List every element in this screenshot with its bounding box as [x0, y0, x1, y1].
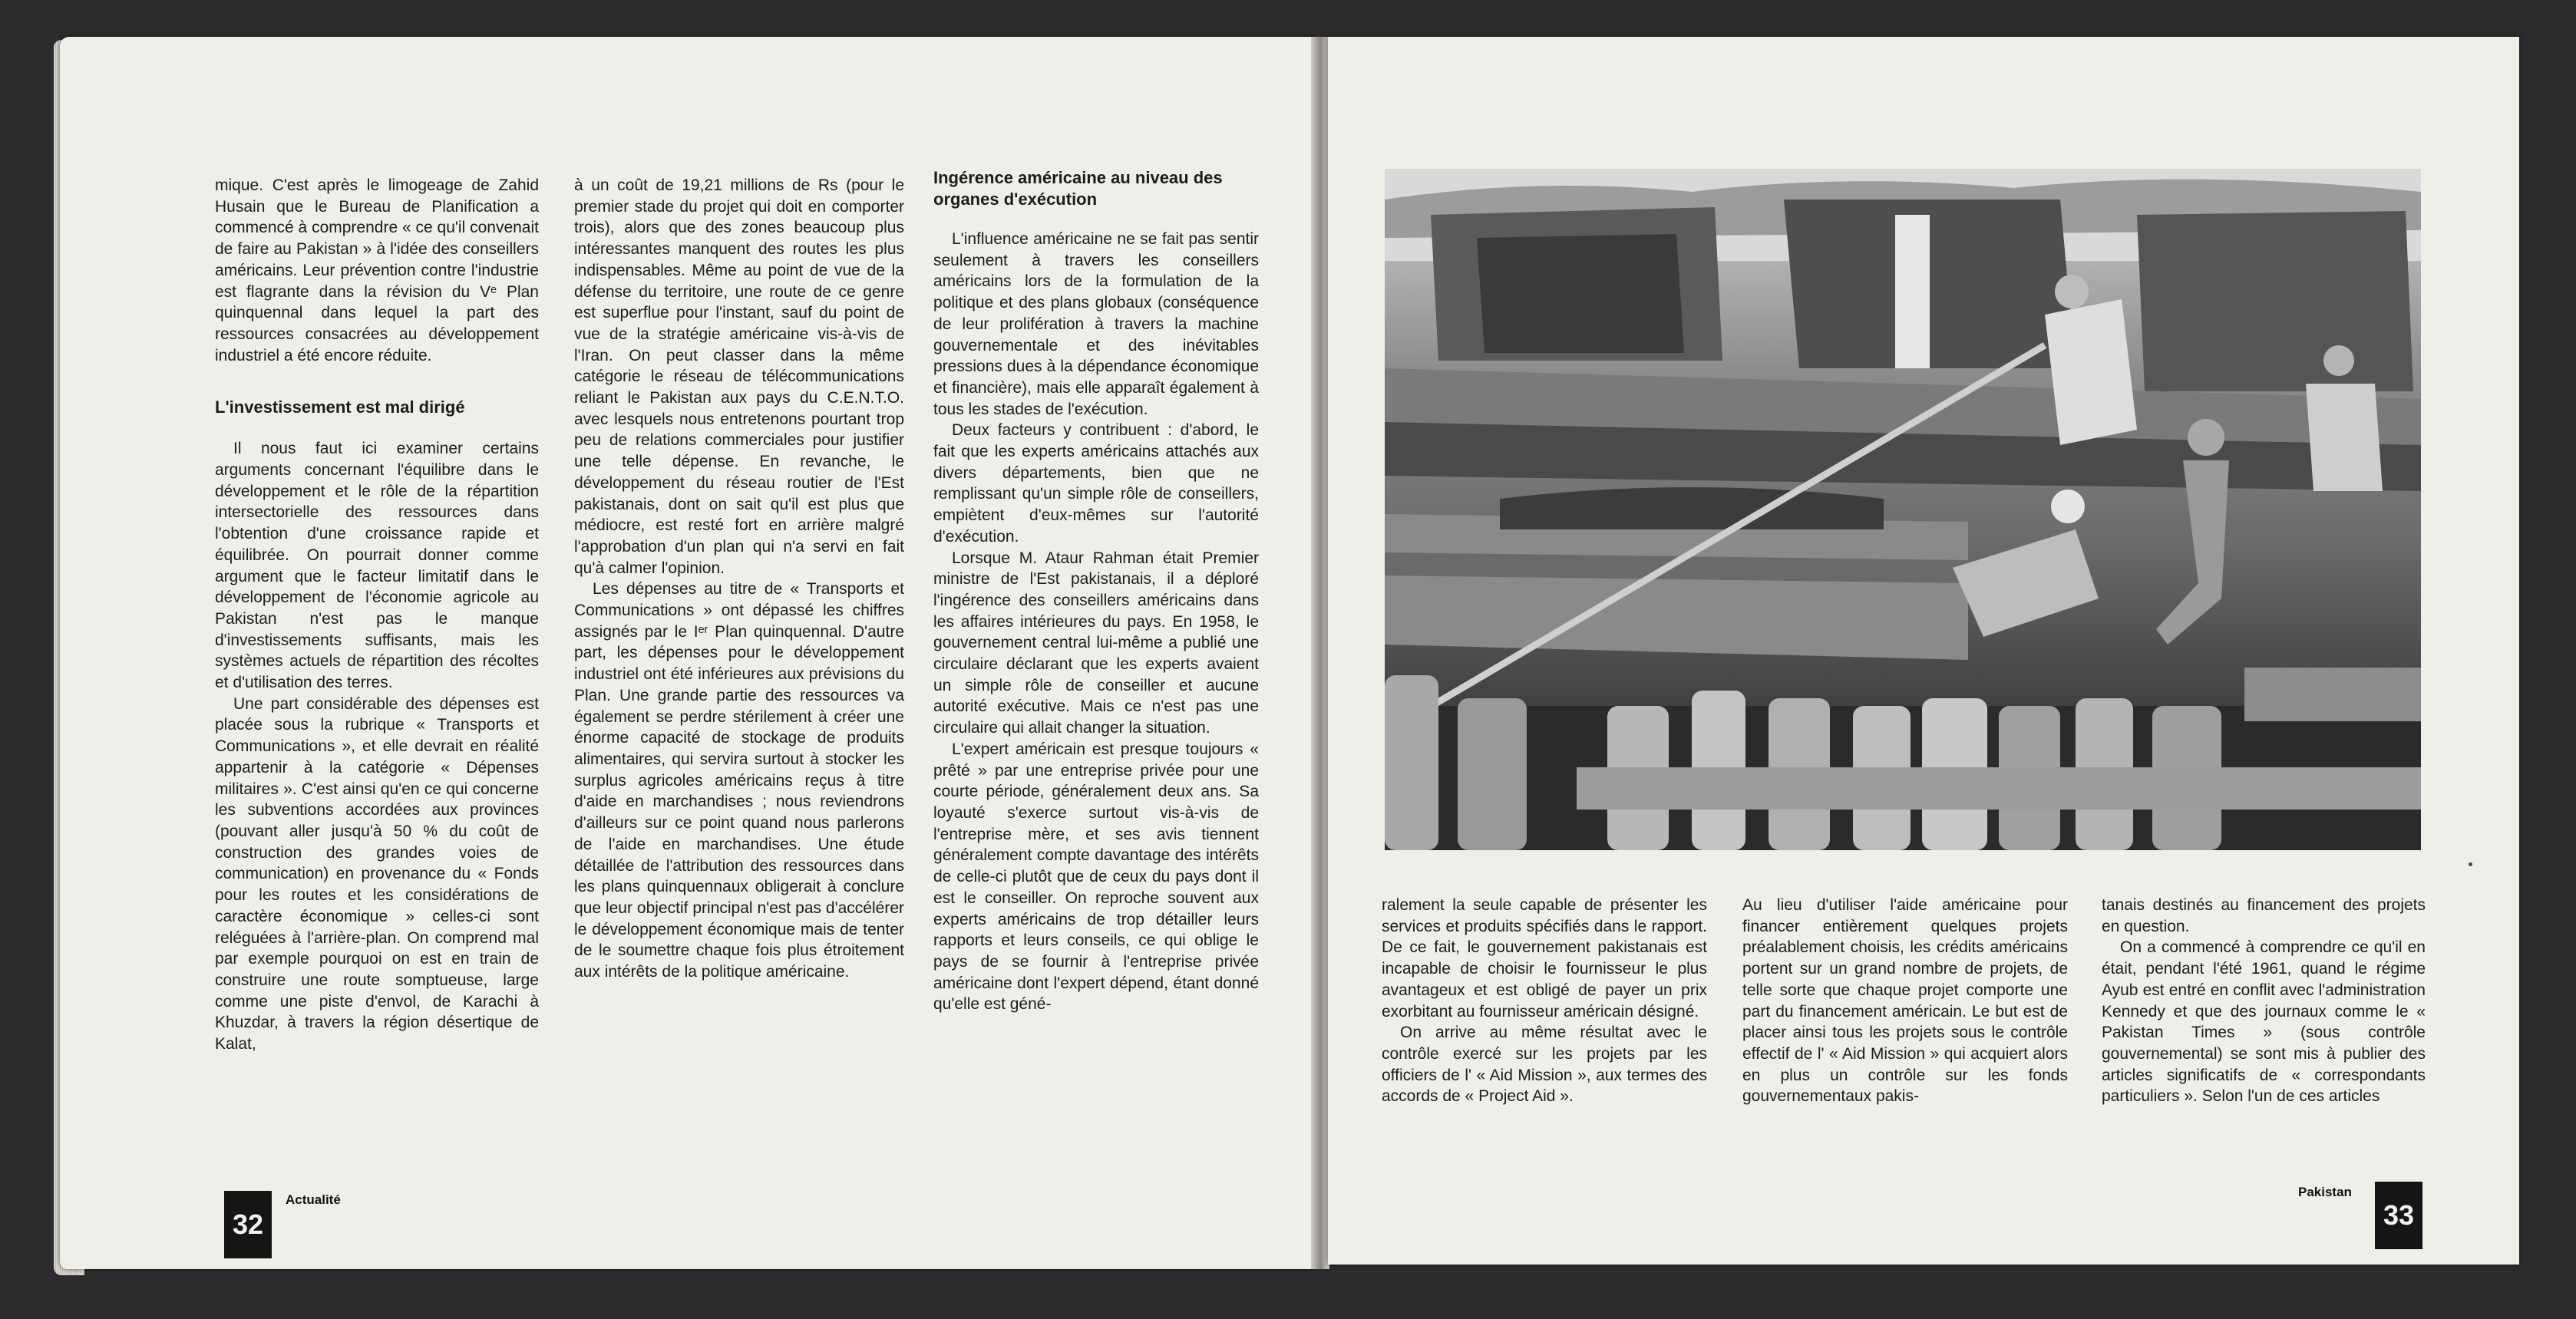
paragraph: tanais destinés au financement des projets en question. [2102, 896, 2426, 935]
left-column-1 [215, 175, 539, 1055]
paragraph: Les dépenses au titre de « Transports et Communications » ont dépassé les chiffres assignés par le Iᵉʳ Plan quinquennal. D'autre part, les dépenses pour le développement industriel ont été inférieures aux prévisions du Plan. Une grande partie des ressources va également se perdre stérilement à créer une énorme capacité de stockage de produits alimentaires, qui servira surtout à stocker les surplus agricoles américains reçus à titre d'aide en marchandises ; nous reviendrons d'ailleurs sur ce point quand nous parlerons de l'aide en marchandises. Une étude détaillée de l'attribution des ressources dans les plans quinquennaux obligerait à conclure que leur objectif principal n'est pas d'accélérer le développement économique mais de tenter de le soumettre chaque fois plus étroitement aux intérêts de la politique américaine. [574, 580, 904, 981]
right-column-1 [1382, 895, 1707, 1107]
paragraph: Deux facteurs y contribuent : d'abord, le fait que les experts américains attachés aux divers départements, bien que ne remplissant qu'un simple rôle de conseillers, empiètent d'eux-mêmes sur l'autorité d'exécution. [933, 421, 1259, 546]
section-heading: L'investissement est mal dirigé [215, 397, 465, 417]
paragraph: L'influence américaine ne se fait pas sentir seulement à travers les conseillers américains lors de la formulation de la politique et des plans globaux (conséquence de leur prolifération à travers la machine gouvernementale et des inévitables pressions dues à la dépendance économique et financière), mais elle apparaît également à tous les stades de l'exécution. [933, 230, 1259, 418]
photograph-boats [1385, 169, 2421, 850]
page-number: 33 [2383, 1199, 2415, 1231]
section-label: Actualité [286, 1192, 341, 1207]
paragraph: à un coût de 19,21 millions de Rs (pour le premier stade du projet qui doit en comporter trois), alors que des zones beaucoup plus intéressantes manquent des routes les plus indispensables. Même au point de vue de la défense du territoire, une route de ce genre est superflue pour l'instant, sauf du point de vue de la stratégie américaine vis-à-vis de l'Iran. On peut classer dans la même catégorie le réseau de télécommunications reliant le Pakistan aux pays du C.E.N.T.O. avec lesquels nous entretenons pourtant trop peu de relations commerciales pour justifier une telle dépense. En revanche, le développement du réseau routier de l'Est pakistanais, dont on sait qu'il est plus que médiocre, est resté fort en arrière malgré l'approbation d'un plan qui n'a servi en fait qu'à calmer l'opinion. [574, 176, 904, 577]
page-number-box [2375, 1182, 2422, 1249]
paragraph: On a commencé à comprendre ce qu'il en était, pendant l'été 1961, quand le régime Ayub est entré en conflit avec l'administration Kennedy et que des journaux comme le « Pakistan Times » (sous contrôle gouvernemental) se sont mis à publier des articles significatifs de « correspondants particuliers ». Selon l'un de ces articles [2102, 938, 2426, 1106]
photo-illustration [1385, 169, 2421, 850]
book-spine [1311, 37, 1329, 1269]
paragraph: Lorsque M. Ataur Rahman était Premier ministre de l'Est pakistanais, il a déploré l'ingérence des conseillers américains dans les affaires intérieures du pays. En 1958, le gouvernement central lui-même a publié une circulaire déclarant que les experts avaient un simple rôle de conseiller et aucune autorité exécutive. Mais ce n'est pas une circulaire qui allait changer la situation. [933, 549, 1259, 737]
section-label: Pakistan [2298, 1185, 2352, 1199]
right-column-3 [2102, 895, 2426, 1107]
page-number: 32 [232, 1209, 264, 1240]
ink-speck [2469, 862, 2472, 866]
paragraph: L'expert américain est presque toujours « prêté » par une entreprise privée pour une courte période, généralement deux ans. Sa loyauté s'exerce surtout vis-à-vis de l'entreprise mère, et ses avis tiennent généralement compte davantage des intérêts de celle-ci plutôt que de ceux du pays dont il est le conseiller. On reproche souvent aux experts américains de trop détailler leurs rapports et leurs conseils, ce qui oblige le pays de se fournir à l'entreprise privée américaine dont l'expert dépend, étant donné qu'elle est géné- [933, 740, 1259, 1014]
paragraph: mique. C'est après le limogeage de Zahid Husain que le Bureau de Planification a commencé à comprendre « ce qu'il convenait de faire au Pakistan » à l'idée des conseillers américains. Leur prévention contre l'industrie est flagrante dans la révision du Vᵉ Plan quinquennal dans lequel la part des ressources consacrées au développement industriel a été encore réduite. [215, 176, 539, 364]
left-column-3 [933, 167, 1259, 1015]
paragraph: Au lieu d'utiliser l'aide américaine pour financer entièrement quelques projets préalablement choisis, les crédits américains portent sur un grand nombre de projets, de telle sorte que chaque projet comporte une part du financement américain. Le but est de placer ainsi tous les projets sous le contrôle effectif de l' « Aid Mission » qui acquiert alors en plus un contrôle sur les fonds gouvernementaux pakis- [1742, 896, 2068, 1106]
section-heading: Ingérence américaine au niveau des organes d'exécution [933, 168, 1223, 209]
right-column-2 [1742, 895, 2068, 1107]
paragraph: Il nous faut ici examiner certains arguments concernant l'équilibre dans le développement et le rôle de la répartition intersectorielle des ressources dans l'obtention d'une croissance rapide et équilibrée. On pourrait donner comme argument que le facteur limitatif dans le développement de l'économie agricole au Pakistan n'est pas le manque d'investissements suffisants, mais les systèmes actuels de répartition des récoltes et d'utilisation des terres. [215, 440, 539, 692]
paragraph: On arrive au même résultat avec le contrôle exercé sur les projets par les officiers de l' « Aid Mission », aux termes des accords de « Project Aid ». [1382, 1024, 1707, 1106]
left-column-2 [574, 175, 904, 983]
paragraph: Une part considérable des dépenses est placée sous la rubrique « Transports et Communications », et elle devrait en réalité appartenir à la catégorie « Dépenses militaires ». C'est ainsi qu'en ce qui concerne les subventions accordées aux provinces (pouvant aller jusqu'à 50 % du coût de construction des grandes voies de communication) en provenance du « Fonds pour les routes et les considérations de caractère économique » celles-ci sont reléguées à l'arrière-plan. On comprend mal par exemple pourquoi on est en train de construire une route somptueuse, large comme une piste d'envol, de Karachi à Khuzdar, à travers la région désertique de Kalat, [215, 694, 539, 1054]
page-number-box [224, 1191, 272, 1258]
paragraph: ralement la seule capable de présenter les services et produits spécifiés dans le rapport. De ce fait, le gouvernement pakistanais est incapable de choisir le fournisseur le plus avantageux et est obligé de payer un prix exorbitant au fournisseur américain désigné. [1382, 896, 1707, 1021]
